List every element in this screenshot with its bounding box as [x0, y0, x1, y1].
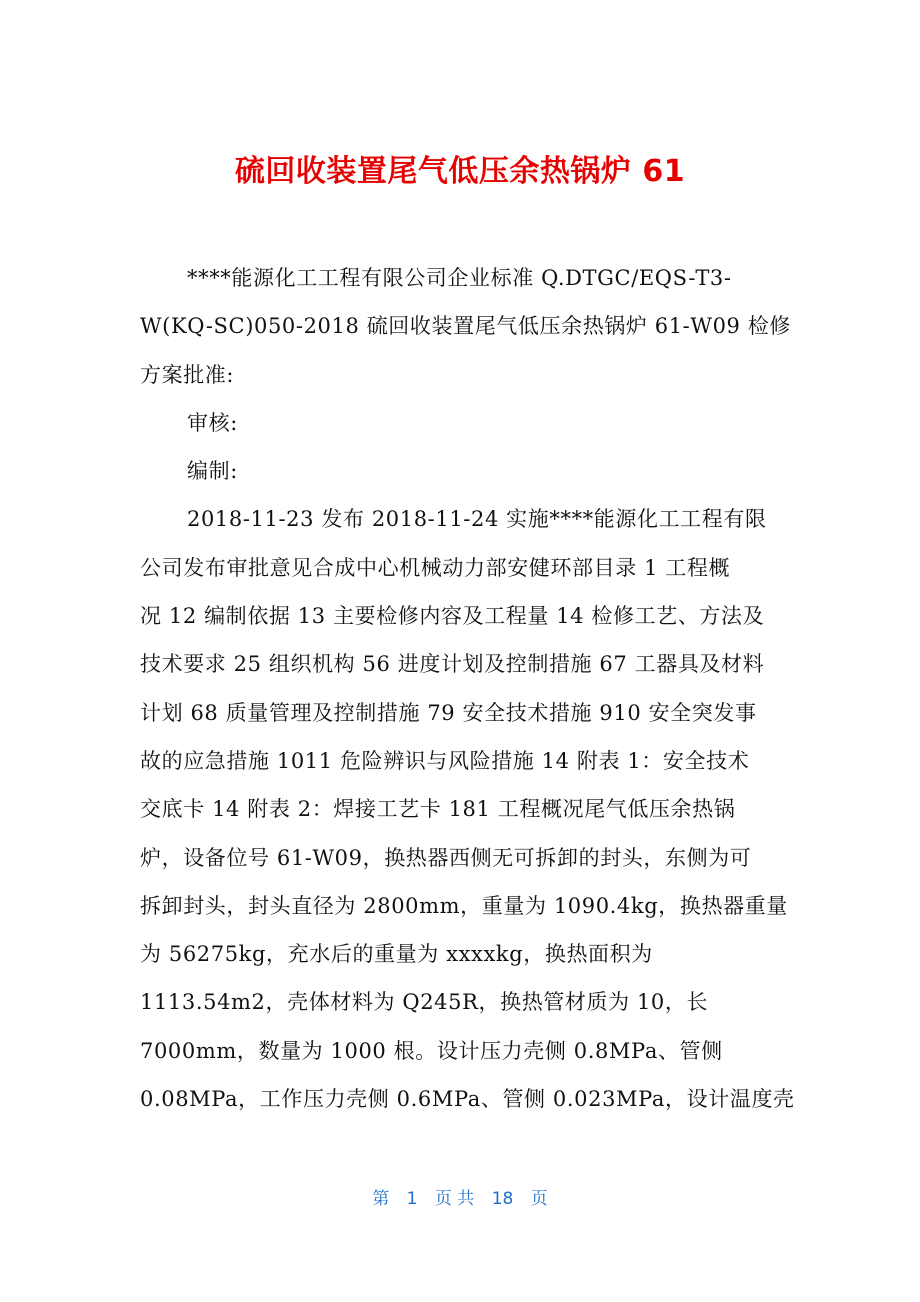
text-line: 故的应急措施 1011 危险辨识与风险措施 14 附表 1：安全技术	[140, 748, 750, 773]
text-line: W(KQ-SC)050-2018 硫回收装置尾气低压余热锅炉 61-W09 检修	[140, 314, 791, 339]
current-page-number: 1	[406, 1189, 418, 1209]
text-line: 审核:	[187, 410, 238, 435]
text-line: ****能源化工工程有限公司企业标准 Q.DTGC/EQS-T3-	[187, 266, 732, 290]
text-line: 技术要求 25 组织机构 56 进度计划及控制措施 67 工器具及材料	[140, 652, 765, 677]
total-pages: 18	[491, 1189, 514, 1209]
text-line: 拆卸封头，封头直径为 2800mm，重量为 1090.4kg，换热器重量	[140, 893, 788, 918]
text-line: 炉，设备位号 61-W09，换热器西侧无可拆卸的封头，东侧为可	[140, 845, 752, 870]
text-line: 编制:	[187, 459, 238, 484]
text-line: 计划 68 质量管理及控制措施 79 安全技术措施 910 安全突发事	[140, 700, 757, 725]
document-body	[140, 254, 795, 1123]
text-line: 交底卡 14 附表 2：焊接工艺卡 181 工程概况尾气低压余热锅	[140, 797, 736, 822]
text-line: 况 12 编制依据 13 主要检修内容及工程量 14 检修工艺、方法及	[140, 604, 765, 629]
page-footer	[0, 1184, 920, 1209]
footer-suffix: 页	[530, 1189, 548, 1209]
text-line: 方案批准:	[140, 362, 235, 387]
text-line: 为 56275kg，充水后的重量为 xxxxkg，换热面积为	[140, 942, 653, 967]
document-title: 硫回收装置尾气低压余热锅炉 61	[234, 154, 686, 189]
footer-prefix: 第	[372, 1189, 390, 1209]
text-line: 1113.54m2，壳体材料为 Q245R，换热管材质为 10，长	[140, 990, 709, 1015]
text-line: 0.08MPa，工作压力壳侧 0.6MPa、管侧 0.023MPa，设计温度壳	[140, 1087, 795, 1112]
text-line: 2018-11-23 发布 2018-11-24 实施****能源化工工程有限	[187, 507, 767, 532]
text-line: 7000mm，数量为 1000 根。设计压力壳侧 0.8MPa、管侧	[140, 1038, 723, 1063]
text-line: 公司发布审批意见合成中心机械动力部安健环部目录 1 工程概	[140, 555, 731, 580]
footer-mid: 页 共	[434, 1189, 475, 1209]
